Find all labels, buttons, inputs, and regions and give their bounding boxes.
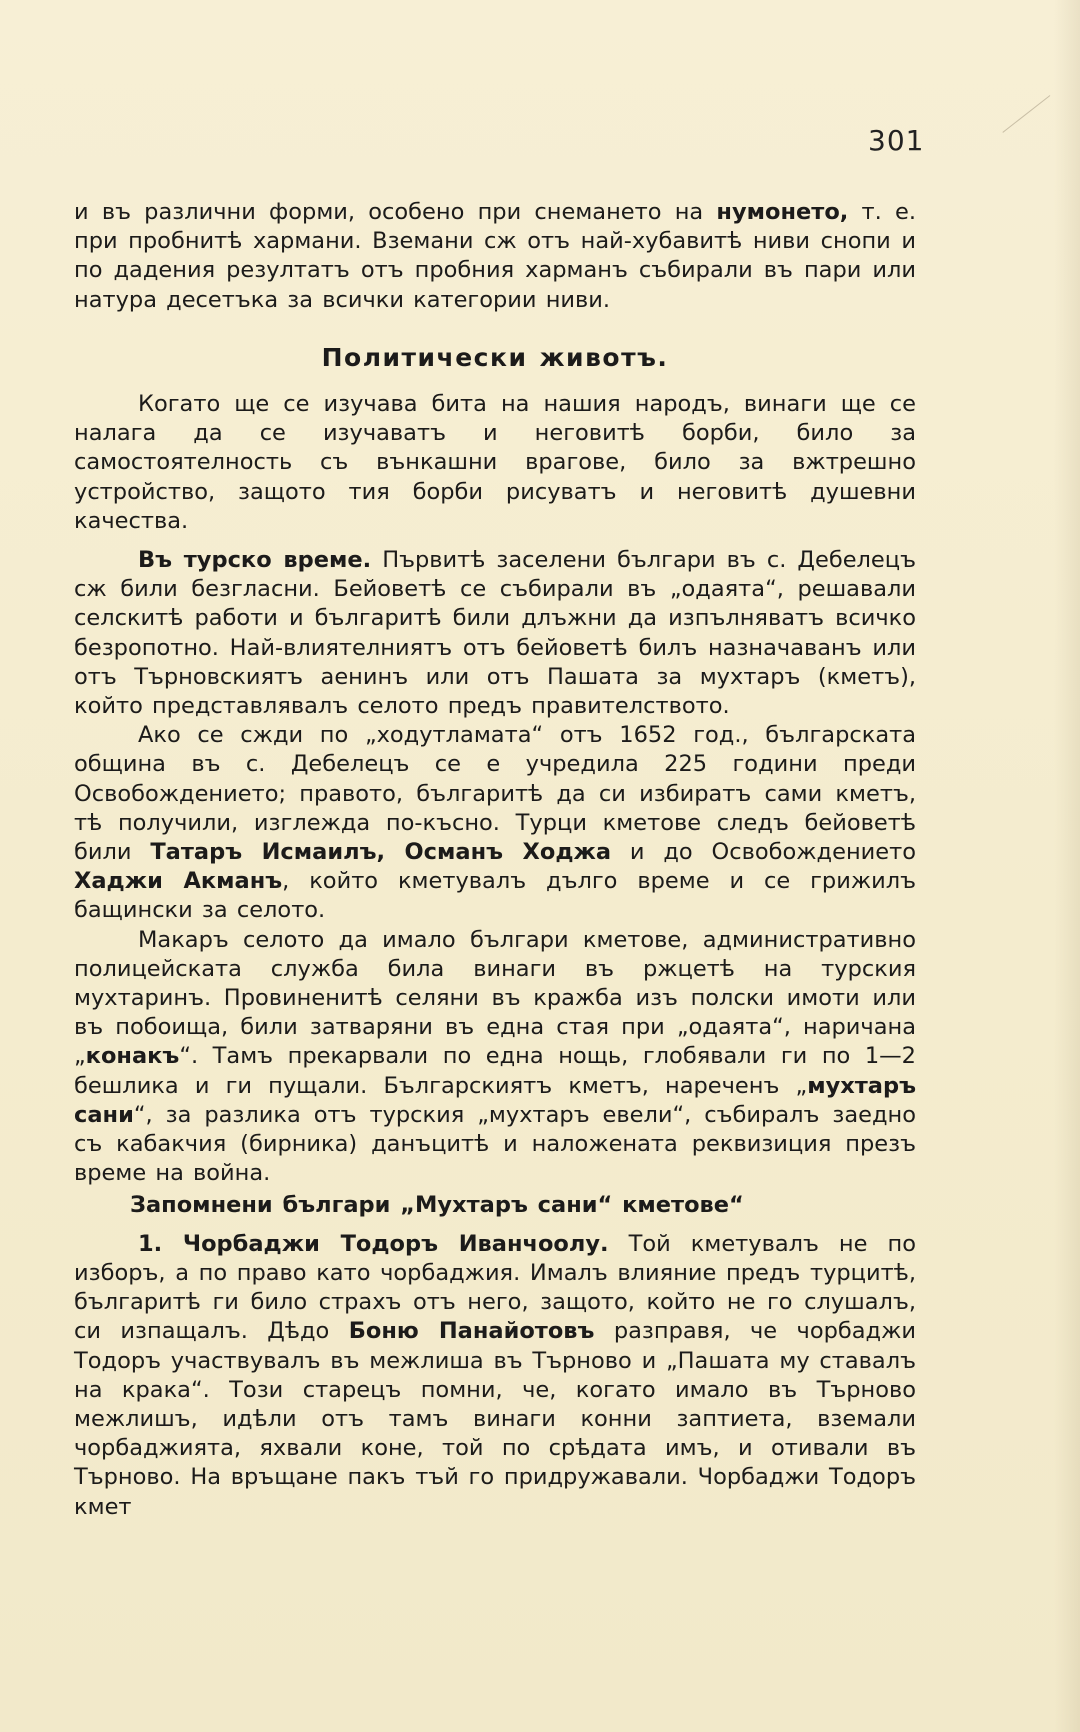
paragraph-administration-text-c: “, за разлика отъ турския „мухтаръ евели“, събиралъ заедно съ кабакчия (бирника) данъцитѣ и наложената реквизиция презъ време на война. (74, 1101, 916, 1187)
term-numoneto: нумонето, (716, 199, 849, 225)
names-turkish-mayors: Татаръ Исмаилъ, Османъ Ходжа (150, 839, 612, 866)
paragraph-political-intro: Когато ще се изучава бита на нашия народъ, винаги ще се налага да се изучаватъ и неговитѣ борби, било за самостоятелность съ вънкашни врагове, било за вжтрешно устройство, защото тия борби рисуватъ и неговитѣ душевни качества. (74, 391, 916, 534)
section-heading-political-life: Политически животъ. (321, 342, 669, 372)
paragraph-administration-text-a: Макаръ селото да имало българи кметове, административно полицейската служба била винаги въ ржцетѣ на турския мухтаринъ. Провиненитѣ селяни въ кражба изъ полски имоти или въ побоища, били затваряни въ една стая при „одаята“, наричана „ (74, 926, 916, 1070)
paragraph-chorbadzhi-text-b: разправя, че чорбаджи Тодоръ участвувалъ въ межлиша въ Търново и „Пашата му ставалъ на крака“. Този старецъ помни, че, когато имало въ Търново межлишъ, идѣли отъ тамъ винаги конни заптиета, вземали чорбаджията, яхвали коне, той по срѣдата имъ, и отивали въ Търново. На връщане пакъ тъй го придружавали. Чорбаджи Тодоръ кмет (74, 1318, 916, 1520)
paragraph-harvest (74, 198, 916, 315)
paragraph-administration (74, 926, 916, 1189)
paragraph-harvest-start: и въ различни форми, особено при снемането на (74, 199, 717, 225)
subheading-remembered-mayors: Запомнени българи „Мухтаръ сани“ кметове“ (130, 1191, 744, 1218)
mayor-entry-title: 1. Чорбаджи Тодоръ Иванчоолу. (138, 1230, 609, 1257)
paragraph-turkish-time (74, 546, 916, 721)
subsection-lead-turkish-time: Въ турско време. (138, 547, 372, 574)
paragraph-chorbadzhi-todor (74, 1230, 916, 1522)
term-konak: конакъ (85, 1043, 180, 1070)
paragraph-chorbadzhi-text-a: Той кметувалъ не по изборъ, а по право като чорбаджия. Ималъ влияние предъ турцитѣ, българитѣ ги било страхъ отъ него, защото, който не го слушалъ, си изпащалъ. Дѣдо (74, 1230, 916, 1345)
paragraph-turkish-time-text: Първитѣ заселени българи въ с. Дебелецъ сж били безгласни. Бейоветѣ се събирали въ „одаята“, решавали селскитѣ работи и българитѣ били длъжни да изпълняватъ всичко безропотно. Най-влиятелниятъ отъ бейоветѣ билъ назначаванъ или отъ Търновскиятъ аенинъ или отъ Пашата за мухтаръ (кметъ), който представлявалъ селото предъ правителството. (74, 547, 916, 720)
corner-crease (1002, 95, 1050, 133)
name-bonyu-panayotov: Боню Панайотовъ (348, 1318, 595, 1345)
paragraph-community (74, 721, 916, 925)
page-edge-shadow (1054, 0, 1080, 1732)
page-number: 301 (868, 124, 925, 157)
paragraph-community-text-a: Ако се сжди по „ходутламата“ отъ 1652 год., българската община въ с. Дебелецъ се е учредила 225 години преди Освобождението; правото, българитѣ да си избиратъ сами кметъ, тѣ получили, изглежда по-късно. Турци кметове следъ бейоветѣ били (74, 722, 916, 866)
paragraph-community-text-c: , който кметувалъ дълго време и се грижилъ бащински за селото. (74, 868, 916, 924)
page-body (74, 198, 916, 1522)
term-muhtar-sani: мухтаръ сани (74, 1072, 916, 1128)
paragraph-harvest-rest: т. е. при пробнитѣ хармани. Вземани сж отъ най-хубавитѣ ниви снопи и по дадения резултатъ отъ пробния харманъ събирали въ пари или натура десетъка за всички категории ниви. (74, 199, 917, 313)
name-hadzhi-akman: Хаджи Акманъ (74, 868, 283, 895)
paragraph-community-text-b: и до Освобождението (611, 839, 916, 866)
paragraph-administration-text-b: “. Тамъ прекарвали по една нощь, глобявали ги по 1—2 бешлика и ги пущали. Българскиятъ кметъ, нареченъ „ (74, 1043, 916, 1099)
